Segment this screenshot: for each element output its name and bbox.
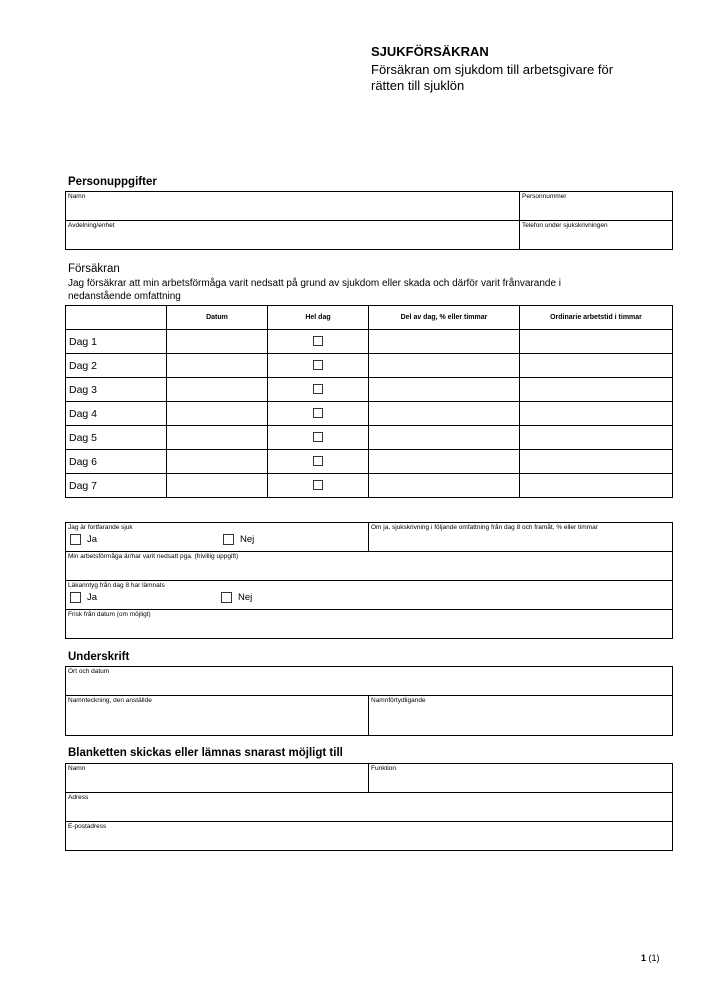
pnr-field[interactable] xyxy=(520,192,673,221)
part-day-cell[interactable] xyxy=(369,354,520,378)
dept-field[interactable] xyxy=(66,221,520,250)
page-number xyxy=(641,953,660,963)
signature-label: Namnteckning, den anställde xyxy=(68,697,152,704)
day-label: Dag 5 xyxy=(66,426,167,450)
declaration-text-line-2: nedanstående omfattning xyxy=(68,291,181,302)
signature-table xyxy=(65,666,673,736)
date-cell[interactable] xyxy=(167,426,268,450)
still-sick-no-checkbox[interactable] xyxy=(223,534,234,545)
days-table xyxy=(65,305,673,498)
continued-table xyxy=(65,522,673,639)
form-subtitle xyxy=(371,62,661,94)
day-label: Dag 1 xyxy=(66,330,167,354)
still-sick-yes-checkbox[interactable] xyxy=(70,534,81,545)
part-day-cell[interactable] xyxy=(369,378,520,402)
recipient-function-label: Funktion xyxy=(371,765,396,772)
name-field[interactable] xyxy=(66,192,520,221)
full-day-cell xyxy=(268,474,369,498)
full-day-cell xyxy=(268,402,369,426)
certificate-yes-checkbox[interactable] xyxy=(70,592,81,603)
place-date-label: Ort och datum xyxy=(68,668,110,675)
day-label: Dag 6 xyxy=(66,450,167,474)
full-day-cell xyxy=(268,354,369,378)
full-day-checkbox[interactable] xyxy=(313,432,323,442)
personal-table xyxy=(65,191,673,250)
send-to-heading: Blanketten skickas eller lämnas snarast möjligt till xyxy=(68,747,343,759)
col-header-part-day: Del av dag, % eller timmar xyxy=(369,306,520,330)
recipient-function-field[interactable] xyxy=(369,764,673,793)
full-day-cell xyxy=(268,426,369,450)
table-row xyxy=(66,402,673,426)
table-row xyxy=(66,474,673,498)
regular-hours-cell[interactable] xyxy=(520,450,673,474)
part-day-cell[interactable] xyxy=(369,474,520,498)
col-header-full-day: Hel dag xyxy=(268,306,369,330)
table-row xyxy=(66,330,673,354)
recipient-address-field[interactable] xyxy=(66,793,673,822)
still-sick-no-label: Nej xyxy=(240,534,255,546)
certificate-label: Läkarintyg från dag 8 har lämnats xyxy=(68,582,165,589)
certificate-yes-label: Ja xyxy=(87,592,98,604)
day-label: Dag 3 xyxy=(66,378,167,402)
declaration-text-line-1: Jag försäkrar att min arbetsförmåga varit nedsatt på grund av sjukdom eller skada och därför varit frånvarande i xyxy=(68,278,562,289)
sick-from-day8-label: Om ja, sjukskrivning i följande omfattning från dag 8 och framåt, % eller timmar xyxy=(371,524,598,531)
still-sick-yes-label: Ja xyxy=(87,534,98,546)
still-sick-no-option[interactable] xyxy=(223,534,254,546)
healthy-from-field[interactable] xyxy=(66,610,673,639)
personal-heading: Personuppgifter xyxy=(68,176,157,188)
part-day-cell[interactable] xyxy=(369,402,520,426)
regular-hours-cell[interactable] xyxy=(520,330,673,354)
place-date-field[interactable] xyxy=(66,667,673,696)
recipient-name-field[interactable] xyxy=(66,764,369,793)
regular-hours-cell[interactable] xyxy=(520,354,673,378)
day-label: Dag 7 xyxy=(66,474,167,498)
full-day-checkbox[interactable] xyxy=(313,384,323,394)
full-day-cell xyxy=(268,330,369,354)
recipient-address-label: Adress xyxy=(68,794,89,801)
table-row xyxy=(66,450,673,474)
declaration-text xyxy=(68,277,668,303)
reason-label: Min arbetsförmåga är/har varit nedsatt pga. (frivillig uppgift) xyxy=(68,553,239,560)
still-sick-label: Jag är fortfarande sjuk xyxy=(68,524,133,531)
still-sick-yes-option[interactable] xyxy=(70,534,97,546)
page-current: 1 xyxy=(641,953,647,963)
day-label: Dag 4 xyxy=(66,402,167,426)
recipient-name-label: Namn xyxy=(68,765,86,772)
table-row xyxy=(66,426,673,450)
date-cell[interactable] xyxy=(167,474,268,498)
table-row xyxy=(66,378,673,402)
regular-hours-cell[interactable] xyxy=(520,378,673,402)
part-day-cell[interactable] xyxy=(369,426,520,450)
certificate-no-option[interactable] xyxy=(221,592,252,604)
still-sick-field xyxy=(66,523,369,552)
dept-label: Avdelning/enhet xyxy=(68,222,115,229)
sick-from-day8-field[interactable] xyxy=(369,523,673,552)
signature-heading: Underskrift xyxy=(68,651,130,663)
certificate-yes-option[interactable] xyxy=(70,592,97,604)
certificate-field xyxy=(66,581,673,610)
full-day-cell xyxy=(268,378,369,402)
send-to-table xyxy=(65,763,673,851)
full-day-cell xyxy=(268,450,369,474)
clarification-label: Namnförtydligande xyxy=(371,697,426,704)
date-cell[interactable] xyxy=(167,402,268,426)
date-cell[interactable] xyxy=(167,378,268,402)
clarification-field[interactable] xyxy=(369,696,673,736)
date-cell[interactable] xyxy=(167,330,268,354)
day-label: Dag 2 xyxy=(66,354,167,378)
regular-hours-cell[interactable] xyxy=(520,426,673,450)
days-table-header xyxy=(66,306,673,330)
full-day-checkbox[interactable] xyxy=(313,360,323,370)
col-header-regular-hours: Ordinarie arbetstid i timmar xyxy=(520,306,673,330)
subtitle-line-2: rätten till sjuklön xyxy=(371,78,465,93)
full-day-checkbox[interactable] xyxy=(313,408,323,418)
full-day-checkbox[interactable] xyxy=(313,456,323,466)
name-label: Namn xyxy=(68,193,86,200)
healthy-from-label: Frisk från datum (om möjligt) xyxy=(68,611,151,618)
signature-field[interactable] xyxy=(66,696,369,736)
recipient-email-field[interactable] xyxy=(66,822,673,851)
certificate-options xyxy=(68,592,670,605)
subtitle-line-1: Försäkran om sjukdom till arbetsgivare för xyxy=(371,62,614,77)
col-header-date: Datum xyxy=(167,306,268,330)
phone-field[interactable] xyxy=(520,221,673,250)
recipient-email-label: E-postadress xyxy=(68,823,107,830)
date-cell[interactable] xyxy=(167,450,268,474)
part-day-cell[interactable] xyxy=(369,330,520,354)
page-total: (1) xyxy=(648,953,660,963)
reason-field[interactable] xyxy=(66,552,673,581)
regular-hours-cell[interactable] xyxy=(520,474,673,498)
full-day-checkbox[interactable] xyxy=(313,336,323,346)
declaration-heading: Försäkran xyxy=(68,263,120,275)
pnr-label: Personnummer xyxy=(522,193,567,200)
still-sick-options xyxy=(68,534,366,547)
date-cell[interactable] xyxy=(167,354,268,378)
certificate-no-checkbox[interactable] xyxy=(221,592,232,603)
regular-hours-cell[interactable] xyxy=(520,402,673,426)
certificate-no-label: Nej xyxy=(238,592,253,604)
col-header-empty xyxy=(66,306,167,330)
full-day-checkbox[interactable] xyxy=(313,480,323,490)
part-day-cell[interactable] xyxy=(369,450,520,474)
table-row xyxy=(66,354,673,378)
phone-label: Telefon under sjukskrivningen xyxy=(522,222,608,229)
form-title: SJUKFÖRSÄKRAN xyxy=(371,44,489,59)
